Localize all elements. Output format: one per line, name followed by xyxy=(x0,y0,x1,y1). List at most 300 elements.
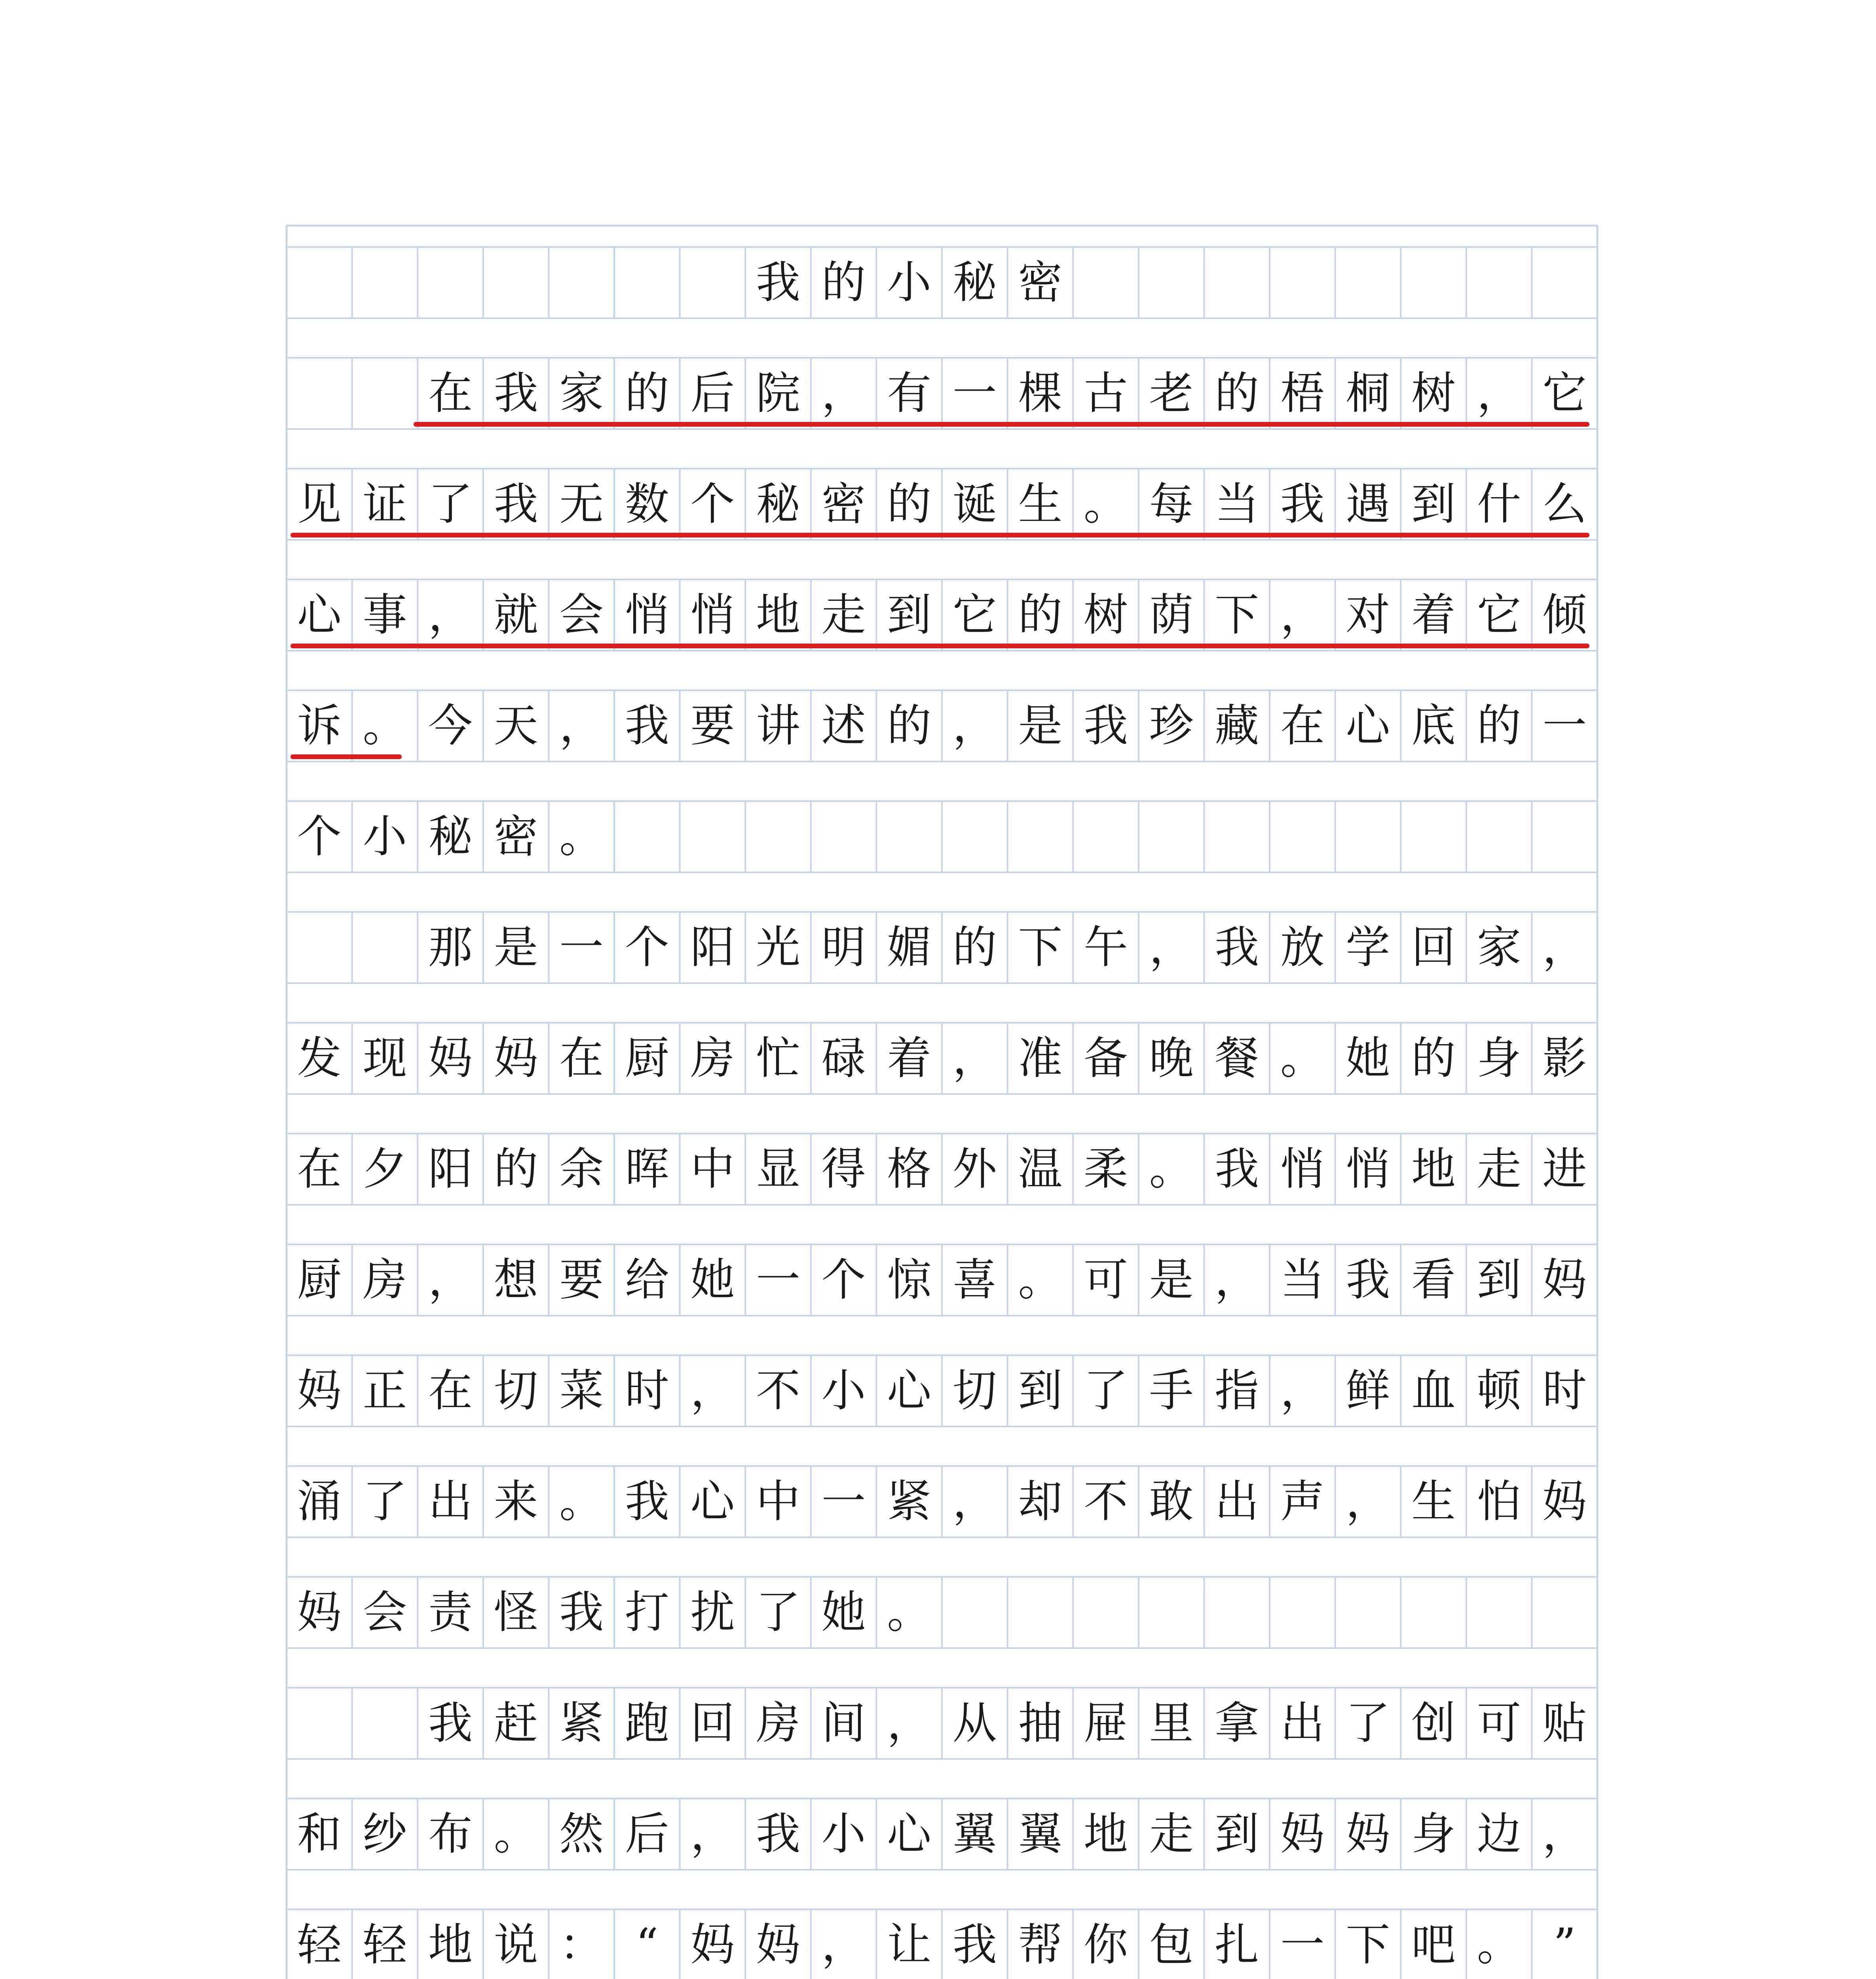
text-char: 身 xyxy=(1411,1808,1456,1860)
text-char: 当 xyxy=(1215,479,1259,530)
text-char: 惊 xyxy=(887,1254,932,1306)
text-char: 正 xyxy=(363,1365,407,1417)
empty-grid-cell xyxy=(1335,1577,1401,1648)
empty-grid-cell xyxy=(1008,801,1073,872)
text-char: 包 xyxy=(1149,1919,1194,1971)
text-char: 的 xyxy=(625,368,669,419)
text-char: 一 xyxy=(821,1476,866,1527)
text-char: 回 xyxy=(690,1698,735,1749)
empty-grid-cell xyxy=(1335,801,1401,872)
text-char: 中 xyxy=(756,1476,800,1527)
text-char: 的 xyxy=(887,479,932,530)
text-char: 老 xyxy=(1149,368,1194,419)
text-line xyxy=(287,1244,1597,1316)
text-char: 晖 xyxy=(625,1143,669,1195)
text-char: 创 xyxy=(1411,1698,1456,1749)
text-char: 地 xyxy=(1411,1143,1456,1195)
empty-grid-cell xyxy=(1335,247,1401,318)
text-char: 出 xyxy=(1280,1698,1325,1749)
text-char: 心 xyxy=(297,589,342,641)
text-char: 么 xyxy=(1542,479,1587,530)
text-char: 来 xyxy=(494,1476,538,1527)
text-char: “ xyxy=(636,1919,659,1971)
text-char: ， xyxy=(1542,922,1587,973)
text-char: 述 xyxy=(821,700,866,752)
text-char: 的 xyxy=(1411,1033,1456,1084)
empty-grid-cell xyxy=(876,801,942,872)
text-char: 悄 xyxy=(625,589,669,641)
text-char: 格 xyxy=(887,1143,932,1195)
text-char: 喜 xyxy=(952,1254,997,1306)
text-char: 。 xyxy=(494,1808,538,1860)
empty-grid-cell xyxy=(1401,1577,1466,1648)
text-char: ” xyxy=(1553,1919,1576,1971)
text-char: ， xyxy=(690,1808,735,1860)
text-char: ， xyxy=(428,1254,473,1306)
text-char: 我 xyxy=(625,700,669,752)
text-char: 妈 xyxy=(494,1033,538,1084)
text-line xyxy=(287,579,1597,651)
text-char: 怕 xyxy=(1477,1476,1521,1527)
text-char: ， xyxy=(821,1919,866,1971)
text-char: 出 xyxy=(428,1476,473,1527)
empty-grid-cell xyxy=(352,912,418,983)
text-char: ， xyxy=(821,368,866,419)
text-char: 那 xyxy=(428,922,473,973)
empty-grid-cell xyxy=(1073,801,1139,872)
text-char: 。 xyxy=(1280,1033,1325,1084)
text-char: 它 xyxy=(1542,368,1587,419)
text-char: 下 xyxy=(1346,1919,1390,1971)
text-char: 责 xyxy=(428,1587,473,1638)
text-char: 小 xyxy=(363,811,407,862)
text-char: 的 xyxy=(1477,700,1521,752)
text-char: 在 xyxy=(1280,700,1325,752)
text-char: 有 xyxy=(887,368,932,419)
text-char: 底 xyxy=(1411,700,1456,752)
text-char: 扎 xyxy=(1215,1919,1259,1971)
title-char: 秘 xyxy=(952,257,997,308)
text-char: 准 xyxy=(1018,1033,1063,1084)
empty-grid-cell xyxy=(287,358,352,429)
text-char: 到 xyxy=(1477,1254,1521,1306)
text-char: 午 xyxy=(1083,922,1128,973)
text-char: 诞 xyxy=(952,479,997,530)
text-char: 的 xyxy=(952,922,997,973)
empty-grid-cell xyxy=(352,1688,418,1759)
text-char: 了 xyxy=(428,479,473,530)
text-char: 见 xyxy=(297,479,342,530)
text-char: 小 xyxy=(821,1365,866,1417)
text-char: 的 xyxy=(1215,368,1259,419)
text-char: 房 xyxy=(756,1698,800,1749)
text-char: 着 xyxy=(887,1033,932,1084)
text-char: 切 xyxy=(952,1365,997,1417)
text-line xyxy=(287,1023,1597,1094)
empty-grid-cell xyxy=(680,247,746,318)
text-char: ， xyxy=(1215,1254,1259,1306)
text-char: 紧 xyxy=(559,1698,604,1749)
text-char: 。 xyxy=(1149,1143,1194,1195)
title-char: 我 xyxy=(756,257,800,308)
text-char: 妈 xyxy=(1542,1254,1587,1306)
text-char: 后 xyxy=(690,368,735,419)
text-char: 密 xyxy=(821,479,866,530)
text-char: ， xyxy=(1477,368,1521,419)
text-char: 轻 xyxy=(297,1919,342,1971)
empty-grid-cell xyxy=(1204,801,1270,872)
text-char: 荫 xyxy=(1149,589,1194,641)
text-char: 我 xyxy=(494,368,538,419)
text-char: 阳 xyxy=(690,922,735,973)
text-char: 扰 xyxy=(690,1587,735,1638)
text-char: 声 xyxy=(1280,1476,1325,1527)
text-char: 妈 xyxy=(1346,1808,1390,1860)
empty-grid-cell xyxy=(1270,801,1335,872)
text-char: 的 xyxy=(494,1143,538,1195)
text-char: ， xyxy=(952,700,997,752)
text-char: 厨 xyxy=(297,1254,342,1306)
text-char: 备 xyxy=(1083,1033,1128,1084)
text-char: 个 xyxy=(625,922,669,973)
text-line xyxy=(287,358,1597,429)
text-char: 树 xyxy=(1411,368,1456,419)
text-char: 碌 xyxy=(821,1033,866,1084)
text-char: 中 xyxy=(690,1143,735,1195)
text-char: ， xyxy=(1542,1808,1587,1860)
text-char: 在 xyxy=(559,1033,604,1084)
text-char: 吧 xyxy=(1411,1919,1456,1971)
text-char: 了 xyxy=(756,1587,800,1638)
text-char: 会 xyxy=(363,1587,407,1638)
text-char: 拿 xyxy=(1215,1698,1259,1749)
title-char: 小 xyxy=(887,257,932,308)
text-char: 它 xyxy=(952,589,997,641)
text-line xyxy=(287,1688,1597,1759)
text-char: 什 xyxy=(1477,479,1521,530)
text-char: 秘 xyxy=(428,811,473,862)
text-char: 地 xyxy=(756,589,800,641)
text-char: 到 xyxy=(1018,1365,1063,1417)
text-char: ， xyxy=(952,1476,997,1527)
text-char: 涌 xyxy=(297,1476,342,1527)
empty-grid-cell xyxy=(1401,247,1466,318)
text-char: 悄 xyxy=(1280,1143,1325,1195)
text-char: 我 xyxy=(428,1698,473,1749)
text-line xyxy=(287,912,1597,983)
text-char: 我 xyxy=(1215,1143,1259,1195)
text-char: 一 xyxy=(756,1254,800,1306)
text-line xyxy=(287,1799,1597,1870)
text-char: 看 xyxy=(1411,1254,1456,1306)
text-char: 藏 xyxy=(1215,700,1259,752)
text-char: 梧 xyxy=(1280,368,1325,419)
text-char: 放 xyxy=(1280,922,1325,973)
empty-grid-cell xyxy=(1073,247,1139,318)
text-char: 对 xyxy=(1346,589,1390,641)
text-char: 了 xyxy=(363,1476,407,1527)
empty-grid-cell xyxy=(549,247,614,318)
empty-grid-cell xyxy=(352,247,418,318)
text-char: 进 xyxy=(1542,1143,1587,1195)
text-char: 翼 xyxy=(952,1808,997,1860)
text-char: 古 xyxy=(1083,368,1128,419)
text-char: 在 xyxy=(297,1143,342,1195)
text-char: 。 xyxy=(559,1476,604,1527)
text-char: 她 xyxy=(690,1254,735,1306)
text-char: 布 xyxy=(428,1808,473,1860)
text-char: 怪 xyxy=(494,1587,538,1638)
text-char: 可 xyxy=(1477,1698,1521,1749)
text-char: 无 xyxy=(559,479,604,530)
text-char: 切 xyxy=(494,1365,538,1417)
red-underline xyxy=(291,644,1589,648)
empty-grid-cell xyxy=(680,801,746,872)
empty-grid-cell xyxy=(942,1577,1008,1648)
text-char: 秘 xyxy=(756,479,800,530)
red-underline xyxy=(291,533,1589,537)
empty-grid-cell xyxy=(1270,1577,1335,1648)
text-char: 顿 xyxy=(1477,1365,1521,1417)
text-char: 悄 xyxy=(1346,1143,1390,1195)
text-char: 出 xyxy=(1215,1476,1259,1527)
text-char: 妈 xyxy=(1280,1808,1325,1860)
text-char: 心 xyxy=(887,1365,932,1417)
text-char: 心 xyxy=(690,1476,735,1527)
text-char: 当 xyxy=(1280,1254,1325,1306)
empty-grid-cell xyxy=(1532,1577,1597,1648)
text-char: 发 xyxy=(297,1033,342,1084)
text-char: 忙 xyxy=(756,1033,800,1084)
text-char: 轻 xyxy=(363,1919,407,1971)
text-char: 一 xyxy=(1542,700,1587,752)
text-char: ： xyxy=(559,1919,604,1971)
text-char: 我 xyxy=(1280,479,1325,530)
text-char: 棵 xyxy=(1018,368,1063,419)
empty-grid-cell xyxy=(614,247,680,318)
text-char: 妈 xyxy=(690,1919,735,1971)
text-char: 到 xyxy=(887,589,932,641)
red-underline xyxy=(414,422,1589,427)
text-char: 。 xyxy=(1083,479,1128,530)
text-char: 要 xyxy=(690,700,735,752)
text-char: 。 xyxy=(887,1587,932,1638)
text-char: 房 xyxy=(363,1254,407,1306)
text-char: 房 xyxy=(690,1033,735,1084)
text-char: 下 xyxy=(1018,922,1063,973)
text-char: 。 xyxy=(1477,1919,1521,1971)
text-char: 回 xyxy=(1411,922,1456,973)
text-char: 是 xyxy=(1018,700,1063,752)
text-char: 赶 xyxy=(494,1698,538,1749)
text-char: 桐 xyxy=(1346,368,1390,419)
text-char: 我 xyxy=(1083,700,1128,752)
text-char: 下 xyxy=(1215,589,1259,641)
text-char: 一 xyxy=(559,922,604,973)
text-char: 身 xyxy=(1477,1033,1521,1084)
empty-grid-cell xyxy=(1204,247,1270,318)
text-char: 跑 xyxy=(625,1698,669,1749)
text-line xyxy=(287,1466,1597,1537)
text-char: 鲜 xyxy=(1346,1365,1390,1417)
text-char: 翼 xyxy=(1018,1808,1063,1860)
text-char: 指 xyxy=(1215,1365,1259,1417)
text-char: 夕 xyxy=(363,1143,407,1195)
text-char: 遇 xyxy=(1346,479,1390,530)
empty-grid-cell xyxy=(942,801,1008,872)
text-char: 却 xyxy=(1018,1476,1063,1527)
empty-grid-cell xyxy=(287,247,352,318)
text-char: ， xyxy=(428,589,473,641)
text-char: 数 xyxy=(625,479,669,530)
text-char: 时 xyxy=(1542,1365,1587,1417)
text-char: 事 xyxy=(363,589,407,641)
text-char: 在 xyxy=(428,1365,473,1417)
text-line xyxy=(287,690,1597,762)
text-char: 树 xyxy=(1083,589,1128,641)
text-char: 不 xyxy=(1083,1476,1128,1527)
text-char: 一 xyxy=(952,368,997,419)
text-char: 从 xyxy=(952,1698,997,1749)
text-char: 时 xyxy=(625,1365,669,1417)
text-line xyxy=(287,1909,1597,1979)
text-char: 个 xyxy=(690,479,735,530)
text-char: 影 xyxy=(1542,1033,1587,1084)
text-char: 明 xyxy=(821,922,866,973)
text-char: 走 xyxy=(1477,1143,1521,1195)
empty-grid-cell xyxy=(1139,801,1204,872)
text-char: 天 xyxy=(494,700,538,752)
empty-grid-cell xyxy=(614,801,680,872)
text-char: 温 xyxy=(1018,1143,1063,1195)
text-char: 个 xyxy=(297,811,342,862)
text-char: 给 xyxy=(625,1254,669,1306)
text-char: 余 xyxy=(559,1143,604,1195)
text-char: 不 xyxy=(756,1365,800,1417)
text-line xyxy=(287,1134,1597,1205)
text-char: 地 xyxy=(428,1919,473,1971)
text-char: 边 xyxy=(1477,1808,1521,1860)
text-char: 家 xyxy=(559,368,604,419)
text-char: 了 xyxy=(1346,1698,1390,1749)
text-char: 。 xyxy=(559,811,604,862)
text-char: 个 xyxy=(821,1254,866,1306)
text-char: 间 xyxy=(821,1698,866,1749)
text-char: 会 xyxy=(559,589,604,641)
text-char: 帮 xyxy=(1018,1919,1063,1971)
text-char: 妈 xyxy=(297,1587,342,1638)
text-char: 学 xyxy=(1346,922,1390,973)
empty-grid-cell xyxy=(352,358,418,429)
text-char: 心 xyxy=(887,1808,932,1860)
text-line xyxy=(287,801,1597,872)
text-char: 光 xyxy=(756,922,800,973)
text-char: 是 xyxy=(1149,1254,1194,1306)
text-char: 妈 xyxy=(1542,1476,1587,1527)
empty-grid-cell xyxy=(1139,1577,1204,1648)
empty-grid-cell xyxy=(483,247,549,318)
text-char: 今 xyxy=(428,700,473,752)
empty-grid-cell xyxy=(1532,247,1597,318)
text-char: 我 xyxy=(559,1587,604,1638)
text-char: 诉 xyxy=(297,700,342,752)
text-char: 。 xyxy=(363,700,407,752)
text-char: 珍 xyxy=(1149,700,1194,752)
text-char: 晚 xyxy=(1149,1033,1194,1084)
empty-grid-cell xyxy=(1008,1577,1073,1648)
text-char: 厨 xyxy=(625,1033,669,1084)
text-char: 显 xyxy=(756,1143,800,1195)
text-char: 它 xyxy=(1477,589,1521,641)
text-char: 妈 xyxy=(756,1919,800,1971)
empty-grid-cell xyxy=(1401,801,1466,872)
text-char: 小 xyxy=(821,1808,866,1860)
text-char: 妈 xyxy=(297,1365,342,1417)
text-char: 抽 xyxy=(1018,1698,1063,1749)
empty-grid-cell xyxy=(1532,801,1597,872)
empty-grid-cell xyxy=(745,801,811,872)
text-line xyxy=(287,1355,1597,1426)
text-char: 现 xyxy=(363,1033,407,1084)
text-char: 紧 xyxy=(887,1476,932,1527)
text-char: 要 xyxy=(559,1254,604,1306)
text-char: 手 xyxy=(1149,1365,1194,1417)
text-char: 我 xyxy=(1346,1254,1390,1306)
text-char: 证 xyxy=(363,479,407,530)
text-char: 我 xyxy=(1215,922,1259,973)
text-char: 倾 xyxy=(1542,589,1587,641)
text-char: 是 xyxy=(494,922,538,973)
text-char: 到 xyxy=(1411,479,1456,530)
text-char: ， xyxy=(1149,922,1194,973)
text-char: 她 xyxy=(821,1587,866,1638)
text-char: 敢 xyxy=(1149,1476,1194,1527)
empty-grid-cell xyxy=(1270,247,1335,318)
text-char: ， xyxy=(1280,1365,1325,1417)
text-char: 屉 xyxy=(1083,1698,1128,1749)
text-char: 我 xyxy=(625,1476,669,1527)
empty-grid-cell xyxy=(811,801,877,872)
text-char: 和 xyxy=(297,1808,342,1860)
text-char: 纱 xyxy=(363,1808,407,1860)
essay-title xyxy=(287,247,1597,318)
empty-grid-cell xyxy=(287,912,352,983)
text-char: 每 xyxy=(1149,479,1194,530)
empty-grid-cell xyxy=(418,247,483,318)
text-char: 一 xyxy=(1280,1919,1325,1971)
text-char: 得 xyxy=(821,1143,866,1195)
text-line xyxy=(287,469,1597,540)
text-char: ， xyxy=(559,700,604,752)
text-char: 妈 xyxy=(428,1033,473,1084)
text-char: 血 xyxy=(1411,1365,1456,1417)
text-char: 想 xyxy=(494,1254,538,1306)
text-char: 走 xyxy=(1149,1808,1194,1860)
text-char: 。 xyxy=(1018,1254,1063,1306)
text-char: 地 xyxy=(1083,1808,1128,1860)
empty-grid-cell xyxy=(1073,1577,1139,1648)
text-char: 就 xyxy=(494,589,538,641)
text-char: 讲 xyxy=(756,700,800,752)
text-char: 的 xyxy=(1018,589,1063,641)
text-char: 媚 xyxy=(887,922,932,973)
text-char: 后 xyxy=(625,1808,669,1860)
text-char: 生 xyxy=(1411,1476,1456,1527)
text-char: 了 xyxy=(1083,1365,1128,1417)
text-char: ， xyxy=(690,1365,735,1417)
text-char: 我 xyxy=(494,479,538,530)
text-char: 心 xyxy=(1346,700,1390,752)
